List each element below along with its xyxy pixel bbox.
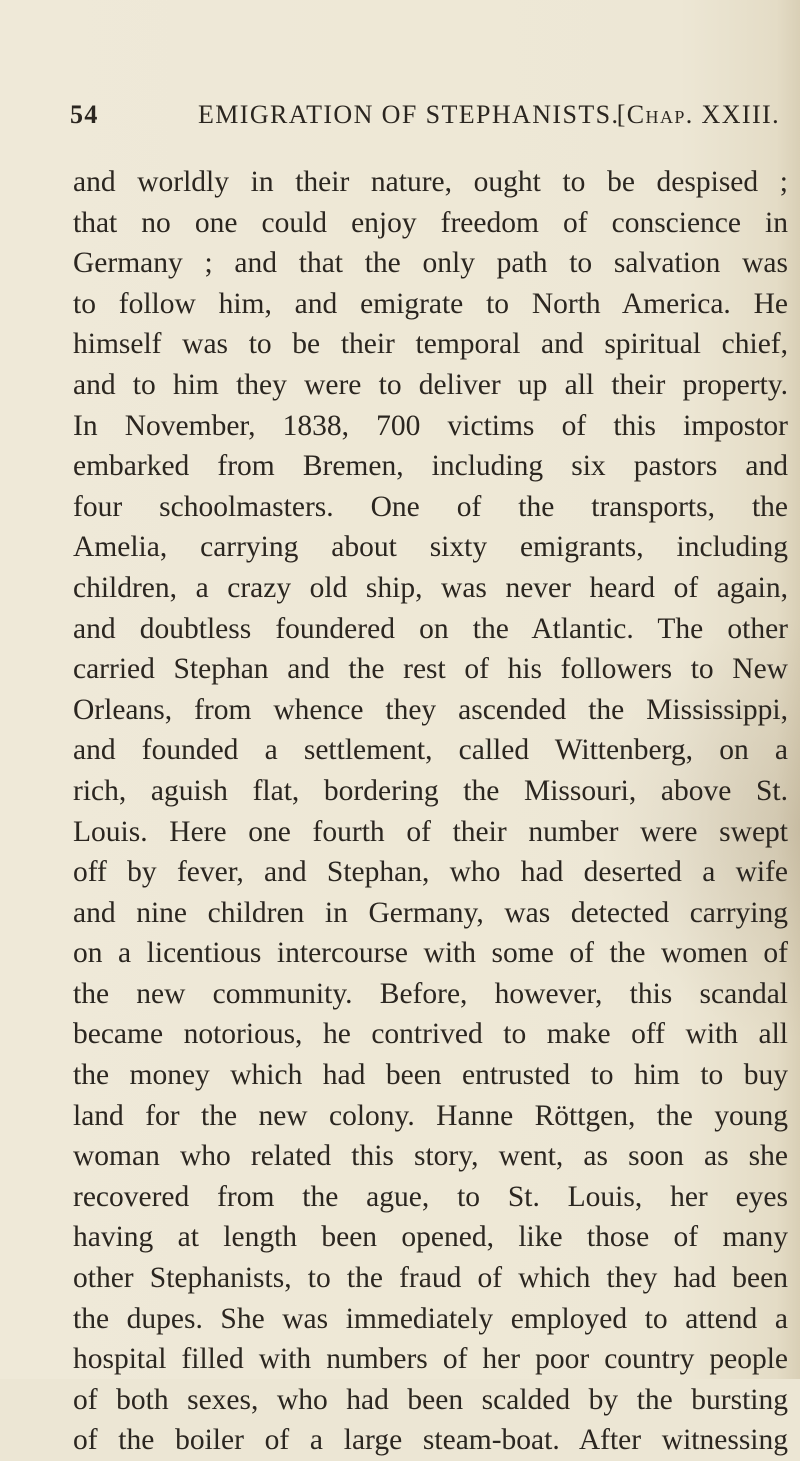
text-line: embarked from Bremen, including six pastors and xyxy=(73,450,788,483)
text-line: the money which had been entrusted to him to buy xyxy=(73,1059,788,1092)
chapter-label: [Chap. XXIII. xyxy=(616,100,780,129)
text-line: became notorious, he contrived to make off with all xyxy=(73,1018,788,1051)
text-line: recovered from the ague, to St. Louis, her eyes xyxy=(73,1180,788,1213)
text-line: to follow him, and emigrate to North America. He xyxy=(73,287,788,320)
text-line: of both sexes, who had been scalded by the bursting xyxy=(73,1383,788,1416)
text-line: In November, 1838, 700 victims of this impostor xyxy=(73,409,788,442)
text-line: four schoolmasters. One of the transports, the xyxy=(73,490,788,523)
body-text xyxy=(73,162,788,1461)
text-line: hospital filled with numbers of her poor country people xyxy=(73,1343,788,1376)
running-title: EMIGRATION OF STEPHANISTS. xyxy=(198,100,620,129)
text-line: Orleans, from whence they ascended the Mississippi, xyxy=(73,693,788,726)
text-line: the new community. Before, however, this scandal xyxy=(73,977,788,1010)
text-line: other Stephanists, to the fraud of which they had been xyxy=(73,1262,788,1295)
text-line: the dupes. She was immediately employed to attend a xyxy=(73,1302,788,1335)
text-line: and to him they were to deliver up all their property. xyxy=(73,368,788,401)
text-line: having at length been opened, like those of many xyxy=(73,1221,788,1254)
text-line: on a licentious intercourse with some of the women of xyxy=(73,937,788,970)
text-line: Germany ; and that the only path to salvation was xyxy=(73,247,788,280)
text-line: woman who related this story, went, as soon as she xyxy=(73,1140,788,1173)
text-line: and nine children in Germany, was detected carrying xyxy=(73,896,788,929)
text-line: and worldly in their nature, ought to be despised ; xyxy=(73,166,788,198)
page-number: 54 xyxy=(70,100,99,129)
text-line: carried Stephan and the rest of his followers to New xyxy=(73,653,788,686)
text-line: of the boiler of a large steam-boat. After witnessing xyxy=(73,1424,788,1457)
text-line: Louis. Here one fourth of their number were swept xyxy=(73,815,788,848)
page-header xyxy=(70,100,790,140)
text-line: and doubtless foundered on the Atlantic. The other xyxy=(73,612,788,645)
text-line: Amelia, carrying about sixty emigrants, including xyxy=(73,531,788,564)
text-line: himself was to be their temporal and spiritual chief, xyxy=(73,328,788,361)
text-line: land for the new colony. Hanne Röttgen, the young xyxy=(73,1099,788,1132)
text-line: rich, aguish flat, bordering the Missouri, above St. xyxy=(73,774,788,807)
text-line: children, a crazy old ship, was never heard of again, xyxy=(73,571,788,604)
text-line: and founded a settlement, called Wittenberg, on a xyxy=(73,734,788,767)
text-line: off by fever, and Stephan, who had deserted a wife xyxy=(73,856,788,889)
text-line: that no one could enjoy freedom of conscience in xyxy=(73,206,788,239)
